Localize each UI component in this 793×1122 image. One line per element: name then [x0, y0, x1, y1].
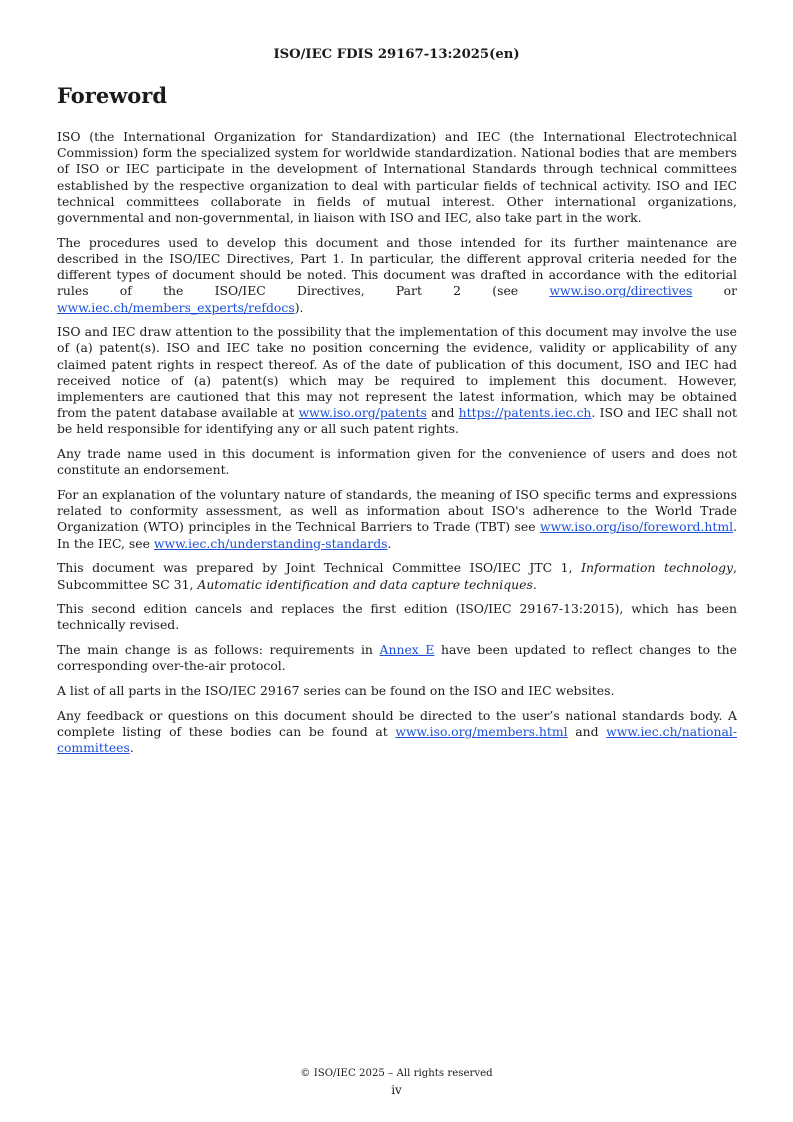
- link-iso-directives[interactable]: www.iso.org/directives: [549, 283, 693, 299]
- link-iec-understanding-standards[interactable]: www.iec.ch/understanding-standards: [153, 535, 388, 551]
- document-identifier: ISO/IEC FDIS 29167-13:2025(en): [273, 47, 520, 62]
- paragraph-main-change: The main change is as follows: requirements in Annex E have been updated to reflect changes to the corresponding over-the-air protocol.: [57, 642, 737, 674]
- paragraph-voluntary-nature: For an explanation of the voluntary nature of standards, the meaning of ISO specific terms and expressions related to conformity assessment, as well as information about ISO's adherence to the World Trade Organization (WTO) principles in the Technical Barriers to Trade (TBT) see www.iso.org/iso/foreword.html. In the IEC, see www.iec.ch/understanding-standards.: [57, 487, 737, 551]
- link-iso-patents[interactable]: www.iso.org/patents: [298, 405, 427, 421]
- paragraph-committee: This document was prepared by Joint Technical Committee ISO/IEC JTC 1, Information technology, Subcommittee SC 31, Automatic identification and data capture techniques.: [57, 560, 737, 592]
- link-iec-refdocs[interactable]: www.iec.ch/members_experts/refdocs: [57, 299, 295, 315]
- link-iec-national-committees[interactable]: www.iec.ch/national-committees: [57, 724, 738, 756]
- link-iso-foreword[interactable]: www.iso.org/iso/foreword.html: [539, 519, 734, 535]
- link-iec-patents[interactable]: https://patents.iec.ch: [458, 405, 592, 421]
- link-annex-e[interactable]: Annex E: [379, 642, 435, 658]
- paragraph-organizations: ISO (the International Organization for Standardization) and IEC (the International Electrotechnical Commission) form the specialized system for worldwide standardization. National bodies that are members of ISO or IEC participate in the development of International Standards through technical committees established by the respective organization to deal with particular fields of technical activity. ISO and IEC technical committees collaborate in fields of mutual interest. Other international organizations, governmental and non-governmental, in liaison with ISO and IEC, also take part in the work.: [57, 129, 737, 226]
- paragraph-patents: ISO and IEC draw attention to the possibility that the implementation of this document may involve the use of (a) patent(s). ISO and IEC take no position concerning the evidence, validity or applicability of any claimed patent rights in respect thereof. As of the date of publication of this document, ISO and IEC had received notice of (a) patent(s) which may be required to implement this document. However, implementers are cautioned that this may not represent the latest information, which may be obtained from the patent database available at www.iso.org/patents and https://patents.iec.ch. ISO and IEC shall not be held responsible for identifying any or all such patent rights.: [57, 324, 737, 437]
- paragraph-trade-names: Any trade name used in this document is information given for the convenience of users and does not constitute an endorsement.: [57, 446, 737, 478]
- paragraph-series-parts: A list of all parts in the ISO/IEC 29167 series can be found on the ISO and IEC websites.: [57, 683, 615, 699]
- link-iso-members[interactable]: www.iso.org/members.html: [395, 724, 568, 739]
- page-number: iv: [391, 1083, 402, 1097]
- foreword-body: [57, 129, 737, 765]
- paragraph-edition: This second edition cancels and replaces the first edition (ISO/IEC 29167-13:2015), which has been technically revised.: [57, 601, 737, 633]
- paragraph-feedback: Any feedback or questions on this document should be directed to the user’s national standards body. A complete listing of these bodies can be found at www.iso.org/members.html and www.iec.ch/national-committees.: [57, 707, 738, 756]
- paragraph-procedures: The procedures used to develop this document and those intended for its further maintenance are described in the ISO/IEC Directives, Part 1. In particular, the different approval criteria needed for the different types of document should be noted. This document was drafted in accordance with the editorial rules of the ISO/IEC Directives, Part 2 (see www.iso.org/directives or www.iec.ch/members_experts/refdocs).: [57, 234, 738, 315]
- copyright-notice: © ISO/IEC 2025 – All rights reserved: [300, 1068, 493, 1079]
- page-title: Foreword: [57, 83, 168, 108]
- page-footer: [0, 1067, 793, 1097]
